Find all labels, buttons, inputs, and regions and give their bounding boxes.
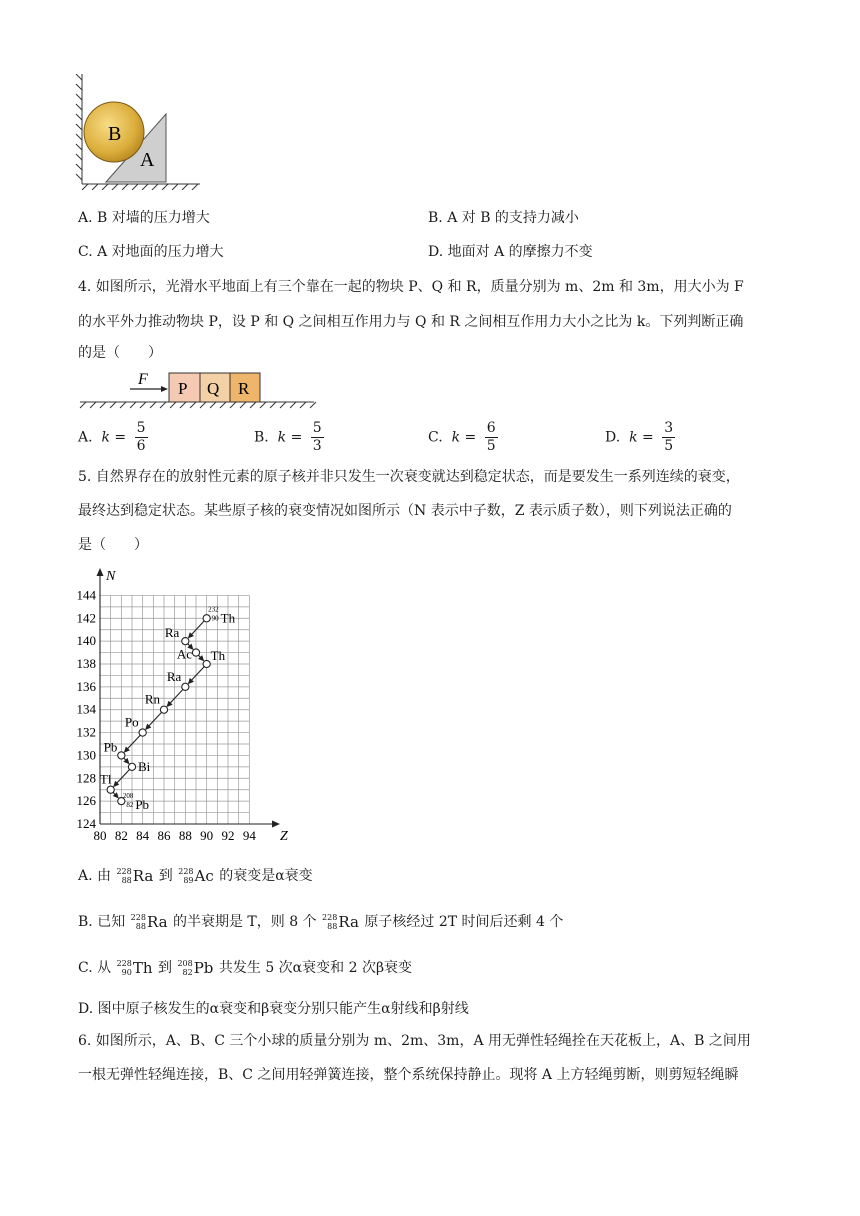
nuclide-point xyxy=(160,706,167,713)
x-tick-label: 80 xyxy=(93,828,107,843)
figure-ball-wedge xyxy=(74,74,204,190)
decay-arrow xyxy=(148,712,162,727)
q4-option-a: A. k = $\frac{5}{6}$ xyxy=(78,420,146,454)
q4-stem-line-3: 的是（ ） xyxy=(78,345,162,361)
x-tick-label: 84 xyxy=(136,828,150,843)
nuclide-mass-number: 232 xyxy=(208,605,219,614)
q4-stem-line-2: 的水平外力推动物块 P，设 P 和 Q 之间相互作用力与 Q 和 R 之间相互作用力大小之比为 k。下列判断正确 xyxy=(78,314,744,330)
force-label: F xyxy=(138,371,148,388)
decay-arrow xyxy=(191,621,205,636)
y-tick-label: 130 xyxy=(76,747,96,763)
q6-stem-line-2: 一根无弹性轻绳连接，B、C 之间用轻弹簧连接，整个系统保持静止。现将 A 上方轻绳剪断，则剪短轻绳瞬 xyxy=(78,1067,739,1083)
x-tick-label: 82 xyxy=(114,828,128,843)
nuclide-point xyxy=(203,660,210,667)
q3-option-c: C. A 对地面的压力增大 xyxy=(78,244,224,260)
y-tick-label: 144 xyxy=(76,587,96,603)
y-tick-label: 124 xyxy=(76,816,96,831)
nuclide-label: Po xyxy=(124,714,139,730)
q5-option-a: A. 由 228 88 Ra 到 228 89 Ac 的衰变是α衰变 xyxy=(78,867,313,885)
decay-arrow xyxy=(127,735,141,750)
x-axis-arrowhead xyxy=(272,821,280,828)
decay-arrow xyxy=(116,769,130,784)
q5-stem-line-1: 5. 自然界存在的放射性元素的原子核并非只发生一次衰变就达到稳定状态，而是要发生一系列连续的衰变， xyxy=(78,469,740,485)
x-tick-label: 94 xyxy=(242,828,256,843)
nuclide-point xyxy=(182,683,189,690)
q4-option-b: B. k = $\frac{5}{3}$ xyxy=(254,420,322,454)
nuclide-label: Ac xyxy=(176,646,192,662)
y-axis-arrowhead xyxy=(97,568,104,576)
x-tick-label: 92 xyxy=(221,828,235,843)
q3-option-d: D. 地面对 A 的摩擦力不变 xyxy=(428,244,593,260)
q5-option-b: B. 已知 228 88 Ra 的半衰期是 T，则 8 个 228 88 Ra 原子核经过 2T 时间后还剩 4 个 xyxy=(78,913,564,931)
q4-option-d: D. k = $\frac{3}{5}$ xyxy=(605,420,674,454)
ground-hatching xyxy=(82,184,200,190)
q5-stem-line-3: 是（ ） xyxy=(78,537,148,553)
q4-stem-line-1: 4. 如图所示，光滑水平地面上有三个靠在一起的物块 P、Q 和 R，质量分别为 m、2m 和 3m，用大小为 F xyxy=(78,279,744,295)
nuclide-label: Bi xyxy=(138,758,151,774)
x-tick-label: 88 xyxy=(178,828,192,843)
nuclide-atomic-number: 90 xyxy=(211,614,219,623)
decay-arrow xyxy=(169,689,183,704)
nuclide-point xyxy=(128,763,135,770)
nuclide-label: Th xyxy=(220,610,236,626)
y-tick-label: 140 xyxy=(76,633,96,649)
nuclide-atomic-number: 82 xyxy=(126,801,134,810)
q5-option-d: D. 图中原子核发生的α衰变和β衰变分别只能产生α射线和β射线 xyxy=(78,1001,469,1017)
nuclide-point xyxy=(107,786,114,793)
nuclide-label: Tl xyxy=(99,771,112,787)
y-tick-label: 126 xyxy=(76,793,96,809)
ball-b-label: B xyxy=(108,123,122,145)
x-axis-label: Z xyxy=(280,829,288,844)
q3-option-b: B. A 对 B 的支持力减小 xyxy=(428,210,579,226)
y-tick-label: 132 xyxy=(76,724,96,740)
block-r-label: R xyxy=(238,379,250,398)
decay-chart xyxy=(74,566,294,848)
figure-blocks-pqr xyxy=(78,368,318,410)
y-axis-label: N xyxy=(106,569,116,584)
wall-hatching xyxy=(76,74,82,184)
block-q-label: Q xyxy=(207,379,220,398)
nuclide-label: Ra xyxy=(164,625,180,641)
decay-arrow xyxy=(191,667,205,682)
y-tick-label: 128 xyxy=(76,770,96,786)
nuclide-point xyxy=(182,638,189,645)
nuclide-label: Pb xyxy=(135,797,150,813)
y-tick-label: 142 xyxy=(76,610,96,626)
q3-option-a: A. B 对墙的压力增大 xyxy=(78,210,210,226)
wedge-a-label: A xyxy=(140,149,155,171)
nuclide-point xyxy=(192,649,199,656)
nuclide-label: Pb xyxy=(103,739,118,755)
nuclide-mass-number: 208 xyxy=(122,792,134,801)
q6-stem-line-1: 6. 如图所示，A、B、C 三个小球的质量分别为 m、2m、3m，A 用无弹性轻绳拴在天花板上，A、B 之间用 xyxy=(78,1033,751,1049)
force-arrow xyxy=(130,386,168,392)
nuclide-label: Ra xyxy=(166,668,182,684)
nuclide-label: Rn xyxy=(144,691,160,707)
nuclide-point xyxy=(118,752,125,759)
nuclide-point xyxy=(203,615,210,622)
nuclide-label: Th xyxy=(210,648,226,663)
nuclide-point xyxy=(139,729,146,736)
y-tick-label: 138 xyxy=(76,656,96,671)
q5-stem-line-2: 最终达到稳定状态。某些原子核的衰变情况如图所示（N 表示中子数，Z 表示质子数），则下列说法正确的 xyxy=(78,503,732,519)
y-tick-label: 134 xyxy=(76,701,96,717)
y-tick-label: 136 xyxy=(76,678,96,694)
x-tick-label: 86 xyxy=(157,828,171,843)
block-p-label: P xyxy=(178,379,188,398)
q4-option-c: C. k = $\frac{6}{5}$ xyxy=(428,420,496,454)
x-tick-label: 90 xyxy=(200,828,214,843)
q5-option-c: C. 从 228 90 Th 到 208 82 Pb 共发生 5 次α衰变和 2 次β衰变 xyxy=(78,959,413,977)
